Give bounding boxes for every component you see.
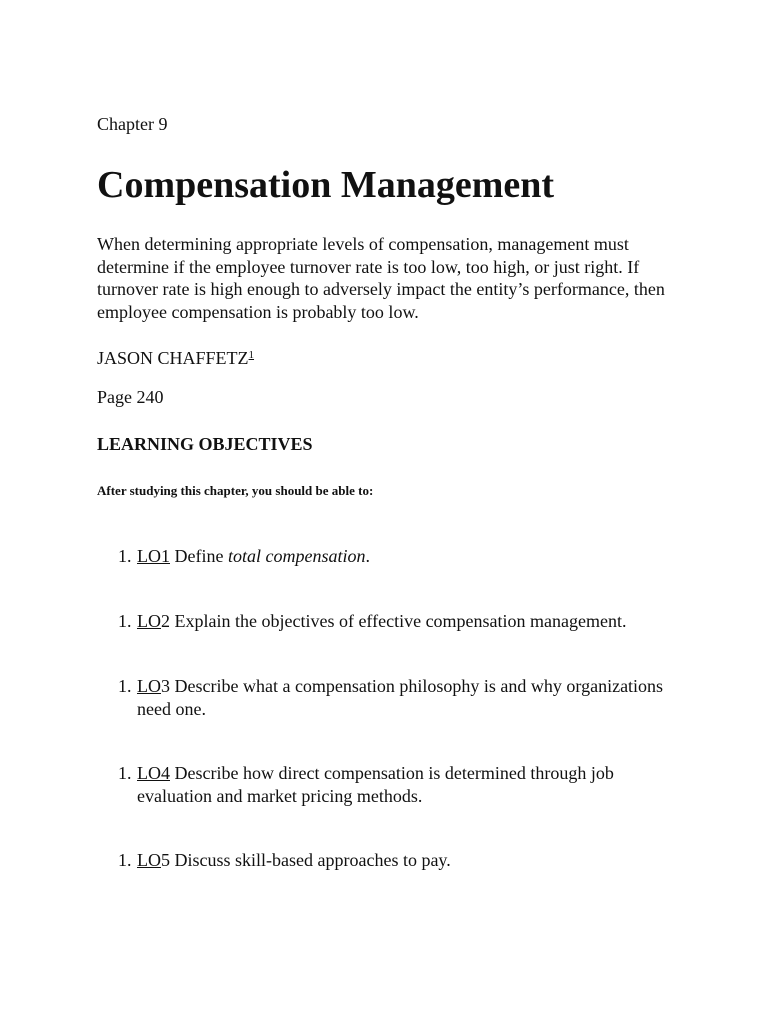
objectives-intro: After studying this chapter, you should be able to:	[97, 483, 374, 498]
epigraph-author-name: JASON CHAFFETZ	[97, 348, 249, 368]
list-number: 1.	[118, 676, 132, 696]
lo-text: Define	[170, 546, 228, 566]
lo-text: Explain the objectives of effective compensation management.	[170, 611, 627, 631]
lo-text: Describe how direct compensation is determined through job evaluation and market pricing methods.	[137, 763, 614, 806]
page-number: Page 240	[97, 387, 164, 407]
learning-objective-item	[118, 675, 677, 721]
epigraph-quote: When determining appropriate levels of compensation, management must determine if the employee turnover rate is too low, too high, or just right. If turnover rate is high enough to adversely impact the entity’s performance, then employee compensation is probably too low.	[97, 234, 665, 322]
learning-objective-item	[118, 545, 677, 568]
page-title: Compensation Management	[97, 164, 555, 206]
lo4-link[interactable]: LO4	[137, 763, 170, 783]
lo-text: Describe what a compensation philosophy is and why organizations need one.	[137, 676, 664, 719]
lo-link-tail: 2	[161, 611, 170, 631]
lo1-link[interactable]: LO1	[137, 546, 170, 566]
epigraph-author	[97, 344, 254, 369]
list-number: 1.	[118, 611, 132, 631]
list-number: 1.	[118, 546, 132, 566]
list-number: 1.	[118, 850, 132, 870]
learning-objective-item	[118, 610, 677, 633]
lo-text: Discuss skill-based approaches to pay.	[170, 850, 451, 870]
learning-objective-item	[118, 762, 677, 808]
footnote-link[interactable]: 1	[248, 349, 255, 361]
learning-objective-item	[118, 849, 677, 872]
chapter-label: Chapter 9	[97, 114, 168, 134]
lo5-link[interactable]: LO	[137, 850, 161, 870]
lo-link-tail: 3	[161, 676, 170, 696]
list-number: 1.	[118, 763, 132, 783]
section-heading: LEARNING OBJECTIVES	[97, 434, 313, 454]
lo3-link[interactable]: LO	[137, 676, 161, 696]
lo-italic-term: total compensation	[227, 546, 366, 566]
lo-text-end: .	[365, 546, 370, 566]
lo-link-tail: 5	[161, 850, 170, 870]
lo2-link[interactable]: LO	[137, 611, 161, 631]
